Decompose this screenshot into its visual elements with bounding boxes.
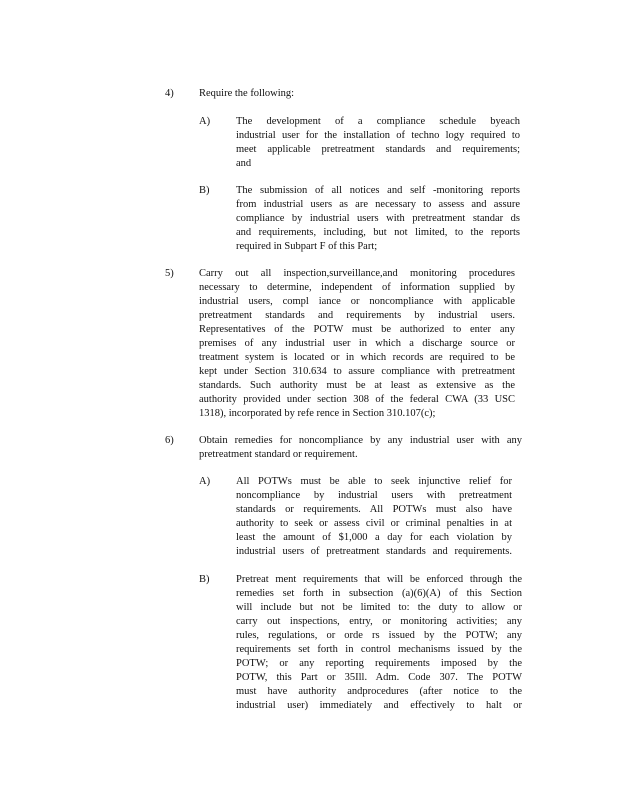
text-line: Representatives of the POTW must be authorized to enter any bbox=[199, 324, 515, 335]
text-line: Pretreat ment requirements that will be enforced through the bbox=[236, 574, 522, 585]
text-line: rules, regulations, or orde rs issued by the POTW; any bbox=[236, 630, 522, 641]
text-line: industrial users of pretreatment standards and requirements. bbox=[236, 546, 512, 557]
text-line: meet applicable pretreatment standards and requirements; bbox=[236, 144, 520, 155]
item-6a-label: A) bbox=[199, 476, 211, 487]
text-line: requirements set forth in control mechanisms issued by the bbox=[236, 644, 522, 655]
text-line: remedies set forth in subsection (a)(6)(A) of this Section bbox=[236, 588, 522, 599]
text-line: compliance by industrial users with pretreatment standar ds bbox=[236, 213, 520, 224]
text-line: premises of any industrial user in which a discharge source or bbox=[199, 338, 515, 349]
text-line: authority to seek or assess civil or criminal penalties in at bbox=[236, 518, 512, 529]
text-line: noncompliance by industrial users with pretreatment bbox=[236, 490, 512, 501]
item-5-text bbox=[199, 267, 515, 421]
item-6-text bbox=[199, 434, 522, 462]
text-line: will include but not be limited to: the duty to allow or bbox=[236, 602, 522, 613]
text-line: The submission of all notices and self -monitoring reports bbox=[236, 185, 520, 196]
item-6b-label: B) bbox=[199, 574, 210, 585]
text-line: required in Subpart F of this Part; bbox=[236, 241, 378, 252]
text-line: from industrial users as are necessary to assess and assure bbox=[236, 199, 520, 210]
item-5-number: 5) bbox=[165, 268, 174, 279]
text-line: Carry out all inspection,surveillance,and monitoring procedures bbox=[199, 268, 515, 279]
text-line: POTW, this Part or 35Ill. Adm. Code 307. The POTW bbox=[236, 672, 522, 683]
text-line: industrial user) immediately and effectively to halt or bbox=[236, 700, 522, 711]
text-line: authority provided under section 308 of the federal CWA (33 USC bbox=[199, 394, 515, 405]
text-line: kept under Section 310.634 to assure compliance with pretreatment bbox=[199, 366, 515, 377]
text-line: Obtain remedies for noncompliance by any industrial user with any bbox=[199, 435, 522, 446]
item-4-heading bbox=[199, 87, 519, 101]
text-line: standards. Such authority must be at least as extensive as the bbox=[199, 380, 515, 391]
text-line: 1318), incorporated by refe rence in Section 310.107(c); bbox=[199, 408, 436, 419]
text-line: industrial users, compl iance or noncompliance with applicable bbox=[199, 296, 515, 307]
item-4b-text bbox=[236, 184, 520, 254]
text-line: pretreatment standard or requirement. bbox=[199, 449, 358, 460]
item-6a-text bbox=[236, 475, 512, 559]
text-line: All POTWs must be able to seek injunctive relief for bbox=[236, 476, 512, 487]
item-6-number: 6) bbox=[165, 435, 174, 446]
item-4a-label: A) bbox=[199, 116, 211, 127]
text-line: carry out inspections, entry, or monitoring activities; any bbox=[236, 616, 522, 627]
text-line: and requirements, including, but not limited, to the reports bbox=[236, 227, 520, 238]
item-4-heading-text: Require the following: bbox=[199, 88, 295, 99]
item-4a-text bbox=[236, 115, 520, 171]
text-line: POTW; or any reporting requirements imposed by the bbox=[236, 658, 522, 669]
item-4b-label: B) bbox=[199, 185, 210, 196]
text-line: must have authority andprocedures (after notice to the bbox=[236, 686, 522, 697]
text-line: pretreatment standards and requirements by industrial users. bbox=[199, 310, 515, 321]
text-line: treatment system is located or in which records are required to be bbox=[199, 352, 515, 363]
text-line: least the amount of $1,000 a day for each violation by bbox=[236, 532, 512, 543]
item-6b-text bbox=[236, 573, 522, 713]
text-line: standards or requirements. All POTWs must also have bbox=[236, 504, 512, 515]
text-line: necessary to determine, independent of information supplied by bbox=[199, 282, 515, 293]
text-line: and bbox=[236, 158, 252, 169]
text-line: The development of a compliance schedule byeach bbox=[236, 116, 520, 127]
text-line: industrial user for the installation of techno logy required to bbox=[236, 130, 520, 141]
item-4-number: 4) bbox=[165, 88, 174, 99]
